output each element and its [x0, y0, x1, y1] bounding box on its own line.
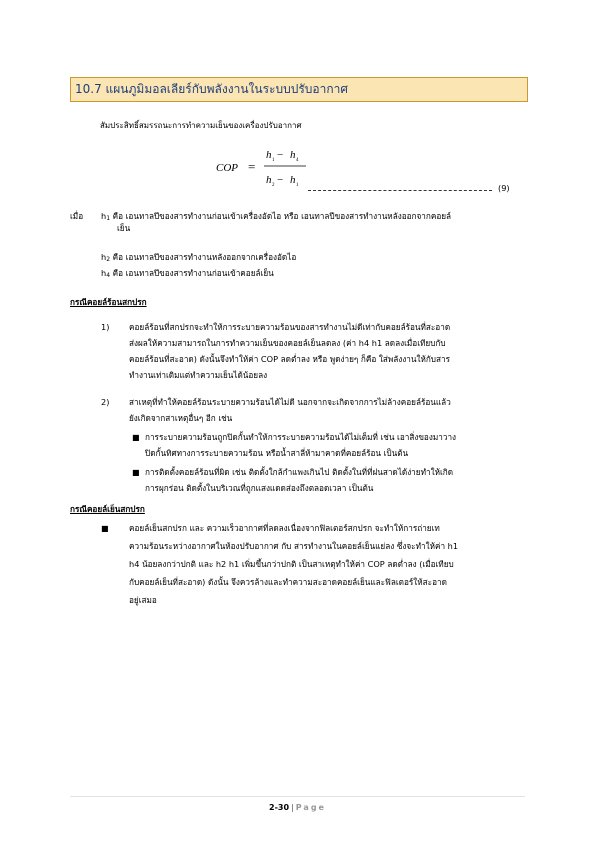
case1-item1-number: 1) — [101, 322, 110, 332]
formula-num-minus: − — [277, 149, 284, 161]
page-word: Page — [295, 803, 326, 812]
def-h4-text: คือ เอนทาลปีของสารทำงานก่อนเข้าคอยล์เย็น — [110, 268, 274, 278]
case1-item1-line2: ส่งผลให้ความสามารถในการทำความเย็นของคอยล์เย็นลดลง (ค่า h4 h1 ลดลงเมื่อเทียบกับ — [129, 338, 446, 348]
definition-h4 — [101, 268, 531, 281]
case2-line5: อยู่เสมอ — [129, 595, 157, 605]
case2-bullet-marker: ■ — [101, 524, 109, 533]
case1-bullet2-line2: การผุกร่อน ติดตั้งในบริเวณที่ถูกแสงแดดส่องถึงตลอดเวลา เป็นต้น — [145, 483, 374, 493]
formula-num-b: h — [290, 149, 296, 161]
case2-heading: กรณีคอยล์เย็นสกปรก — [70, 504, 145, 514]
case1-item1-line3: คอยล์ร้อนที่สะอาด) ดังนั้นจึงทำให้ค่า COP ลดต่ำลง หรือ พูดง่ายๆ ก็คือ ใส่พลังงานให้กับสาร — [129, 354, 450, 364]
case1-heading: กรณีคอยล์ร้อนสกปรก — [70, 297, 147, 307]
def-h1-text: คือ เอนทาลปีของสารทำงานก่อนเข้าเครื่องอัดไอ หรือ เอนทาลปีของสารทำงานหลังออกจากคอยล์ — [110, 211, 452, 221]
def-h1-symbol: h — [101, 211, 107, 221]
case1-bullet1-line2: ปิดกั้นทิศทางการระบายความร้อน หรือน้ำสาลี่ห้ามาคาดที่คอยล์ร้อน เป็นต้น — [145, 448, 409, 458]
footer-rule — [70, 796, 525, 797]
formula-den-a: h — [266, 174, 272, 186]
page-footer — [0, 802, 595, 814]
formula-den-b-sub: 1 — [296, 183, 299, 188]
def-h1-subscript: 1 — [106, 215, 111, 222]
page-number: 2-30 — [269, 803, 290, 812]
equation-leader-line — [308, 184, 492, 191]
formula-lhs: COP — [216, 162, 238, 174]
where-label: เมื่อ — [70, 211, 84, 221]
case1-bullet2-marker: ■ — [132, 468, 140, 477]
case1-bullet1-marker: ■ — [132, 433, 140, 442]
case1-item2-line2: ยังเกิดจากสาเหตุอื่นๆ อีก เช่น — [129, 413, 233, 423]
case1-item1-line1: คอยล์ร้อนที่สกปรกจะทำให้การระบายความร้อนของสารทำงานไม่ดีเท่ากับคอยล์ร้อนที่สะอาด — [129, 322, 451, 332]
definition-h1-continued: เย็น — [117, 223, 131, 233]
def-h4-subscript: 4 — [106, 272, 111, 279]
case1-item2-number: 2) — [101, 397, 110, 407]
case1-item2-line1: สาเหตุที่ทำให้คอยล์ร้อนระบายความร้อนได้ไม่ดี นอกจากจะเกิดจากการไม่ล้างคอยล์ร้อนแล้ว — [129, 397, 451, 407]
case2-line1: คอยล์เย็นสกปรก และ ความเร็วอากาศที่ลดลงเนื่องจากฟิลเตอร์สกปรก จะทำให้การถ่ายเท — [129, 523, 440, 533]
formula-num-a: h — [266, 149, 272, 161]
case2-line3: h4 น้อยลงกว่าปกติ และ h2 h1 เพิ่มขึ้นกว่าปกติ เป็นสาเหตุทำให้ค่า COP ลดต่ำลง (เมื่อเทียบ — [129, 559, 454, 569]
cop-formula — [214, 143, 314, 193]
case1-item1-line4: ทำงานเท่าเดิมแต่ทำความเย็นได้น้อยลง — [129, 370, 268, 380]
formula-num-b-sub: 4 — [296, 158, 299, 163]
formula-num-a-sub: 1 — [272, 158, 275, 163]
section-heading: 10.7 แผนภูมิมอลเลียร์กับพลังงานในระบบปรับอากาศ — [70, 77, 528, 102]
case2-line2: ความร้อนระหว่างอากาศในห้องปรับอากาศ กับ สารทำงานในคอยล์เย็นแย่ลง ซึ่งจะทำให้ค่า h1 — [129, 541, 459, 551]
case2-line4: กับคอยล์เย็นที่สะอาด) ดังนั้น จึงควรล้างและทำความสะอาดคอยล์เย็นและฟิลเตอร์ให้สะอาด — [129, 577, 447, 587]
case1-bullet2-line1: การติดตั้งคอยล์ร้อนที่ผิด เช่น ติดตั้งใกล้กำแพงเกินไป ติดตั้งในที่ที่ฝนสาดได้ง่ายทำให้เกิด — [145, 467, 454, 477]
equation-number: (9) — [498, 183, 510, 193]
footer-separator: | — [291, 803, 294, 812]
formula-equals: = — [248, 159, 256, 174]
def-h2-symbol: h — [101, 252, 107, 262]
formula-den-b: h — [290, 174, 296, 186]
def-h2-text: คือ เอนทาลปีของสารทำงานหลังออกจากเครื่องอัดไอ — [110, 252, 297, 262]
def-h4-symbol: h — [101, 268, 107, 278]
formula-den-minus: − — [277, 174, 284, 186]
definition-h2 — [101, 252, 531, 265]
def-h2-subscript: 2 — [106, 256, 111, 263]
formula-den-a-sub: 2 — [272, 183, 275, 188]
case1-bullet1-line1: การระบายความร้อนถูกปิดกั้นทำให้การระบายความร้อนได้ไม่เต็มที่ เช่น เอาสิ่งของมาวาง — [145, 432, 457, 442]
intro-text: สัมประสิทธิ์สมรรถนะการทำความเย็นของเครื่องปรับอากาศ — [100, 121, 302, 130]
definition-h1 — [101, 211, 531, 224]
